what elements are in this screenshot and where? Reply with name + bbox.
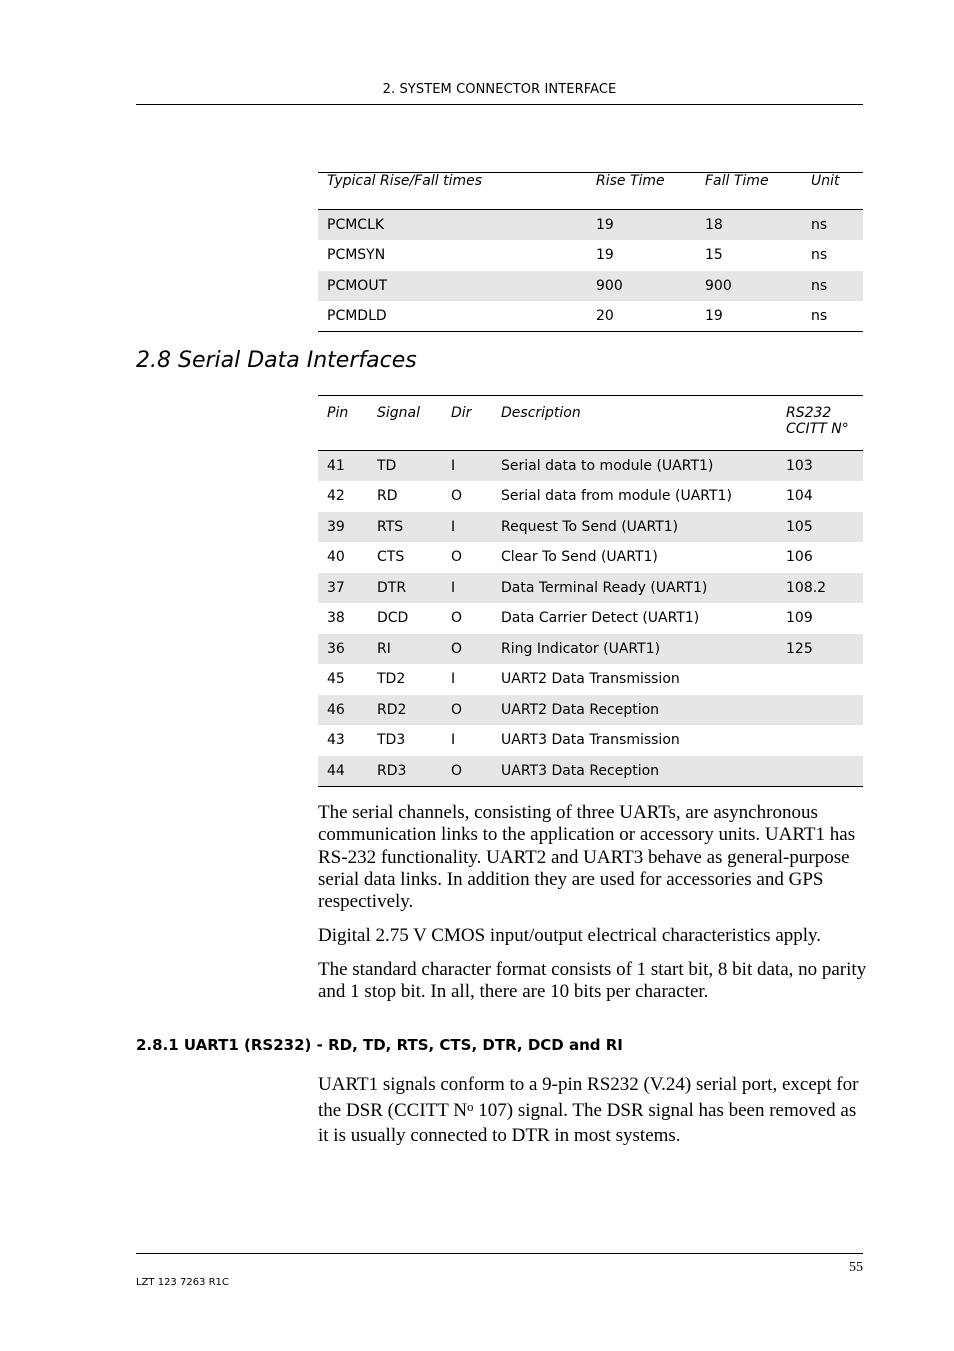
column-header-unit: Unit bbox=[811, 173, 840, 189]
table-cell: Clear To Send (UART1) bbox=[501, 549, 658, 566]
table-cell: 19 bbox=[705, 308, 723, 324]
column-header-rise-time: Rise Time bbox=[596, 173, 665, 189]
table-cell: 42 bbox=[327, 488, 345, 505]
table-cell: O bbox=[451, 549, 463, 566]
table-cell: ns bbox=[811, 247, 828, 264]
table-row bbox=[318, 210, 863, 241]
table-row bbox=[318, 481, 863, 512]
subsection-title: 2.8.1 UART1 (RS232) - RD, TD, RTS, CTS, DTR, DCD and RI bbox=[136, 1036, 623, 1054]
table-cell: ns bbox=[802, 271, 863, 302]
table-cell: DTR bbox=[368, 573, 442, 604]
table-cell: 125 bbox=[777, 634, 863, 665]
table-cell: 900 bbox=[587, 271, 696, 302]
table-cell: RD bbox=[377, 488, 398, 505]
table-cell bbox=[777, 756, 863, 787]
table-cell: I bbox=[442, 451, 492, 482]
paragraph-text: 107) signal. The DSR signal has been removed as it is usually connected to DTR in most systems. bbox=[318, 1099, 857, 1146]
table-cell: 19 bbox=[587, 210, 696, 241]
table-cell: Serial data from module (UART1) bbox=[501, 488, 732, 505]
table-cell: 106 bbox=[786, 549, 813, 566]
section-title: 2.8 Serial Data Interfaces bbox=[136, 348, 417, 373]
table-cell: 44 bbox=[318, 756, 368, 787]
table-cell: 104 bbox=[786, 488, 813, 505]
column-header-fall-time: Fall Time bbox=[705, 173, 769, 189]
table-cell: TD bbox=[368, 451, 442, 482]
table-cell: O bbox=[442, 756, 492, 787]
table-row bbox=[318, 451, 863, 482]
rise-fall-times-table bbox=[318, 172, 863, 332]
column-header-description: Description bbox=[501, 405, 581, 421]
body-paragraph-cmos: Digital 2.75 V CMOS input/output electrical characteristics apply. bbox=[318, 925, 822, 946]
table-row bbox=[318, 542, 863, 573]
table-cell: 109 bbox=[786, 610, 813, 627]
table-cell: UART3 Data Reception bbox=[492, 756, 777, 787]
table-cell: 45 bbox=[327, 671, 345, 688]
superscript-o: o bbox=[467, 1098, 474, 1114]
table-cell: O bbox=[451, 488, 463, 505]
table-cell: 20 bbox=[596, 308, 614, 324]
table-cell: PCMDLD bbox=[327, 308, 387, 324]
table-row bbox=[318, 756, 863, 787]
table-cell: CTS bbox=[377, 549, 405, 566]
table-cell: I bbox=[442, 512, 492, 543]
table-cell: 36 bbox=[318, 634, 368, 665]
paragraph-text: UART1 signals conform to a 9-pin RS232 (V.24) serial port, except for the DSR (CCITT N bbox=[318, 1074, 859, 1121]
table-cell: Data Terminal Ready (UART1) bbox=[492, 573, 777, 604]
table-cell: 37 bbox=[318, 573, 368, 604]
table-cell: 39 bbox=[318, 512, 368, 543]
table-cell: 15 bbox=[705, 247, 723, 264]
table-cell: 108.2 bbox=[777, 573, 863, 604]
table-cell: UART2 Data Transmission bbox=[501, 671, 680, 688]
body-paragraph-char-format: The standard character format consists of 1 start bit, 8 bit data, no parity and 1 stop bit. In all, there are 10 bits per character. bbox=[318, 959, 867, 1003]
table-cell: 103 bbox=[777, 451, 863, 482]
table-cell: 46 bbox=[318, 695, 368, 726]
table-cell bbox=[777, 664, 863, 695]
table-cell: PCMOUT bbox=[318, 271, 587, 302]
table-cell: RI bbox=[368, 634, 442, 665]
table-cell: 40 bbox=[327, 549, 345, 566]
table-cell: ns bbox=[802, 210, 863, 241]
table-cell: Request To Send (UART1) bbox=[492, 512, 777, 543]
column-header-rs232-ccitt bbox=[777, 396, 863, 451]
table-cell bbox=[777, 695, 863, 726]
table-cell: PCMCLK bbox=[318, 210, 587, 241]
table-row bbox=[318, 512, 863, 543]
table-cell: DCD bbox=[377, 610, 409, 627]
table-row bbox=[318, 725, 863, 756]
body-paragraph-uarts: The serial channels, consisting of three UARTs, are asynchronous communication links to the application or accessory units. UART1 has RS-232 functionality. UART2 and UART3 behave as general-purpose serial data links. In addition they are used for accessories and GPS respectively. bbox=[318, 802, 856, 913]
header-rs232: RS232 bbox=[786, 405, 832, 421]
table-cell: UART3 Data Transmission bbox=[501, 732, 680, 749]
column-header-signal: Typical Rise/Fall times bbox=[327, 173, 483, 189]
column-header-signal: Signal bbox=[377, 405, 421, 421]
column-header-pin: Pin bbox=[327, 405, 349, 421]
table-row bbox=[318, 301, 863, 332]
footer-rule bbox=[136, 1253, 863, 1254]
table-cell: UART2 Data Reception bbox=[492, 695, 777, 726]
table-cell: O bbox=[442, 634, 492, 665]
table-row bbox=[318, 664, 863, 695]
table-cell: 19 bbox=[596, 247, 614, 264]
table-row bbox=[318, 240, 863, 271]
table-cell: O bbox=[451, 610, 463, 627]
table-row bbox=[318, 271, 863, 302]
table-cell: 18 bbox=[696, 210, 802, 241]
table-row bbox=[318, 695, 863, 726]
table-cell: RTS bbox=[368, 512, 442, 543]
table-cell: I bbox=[451, 671, 456, 688]
table-header-row bbox=[318, 396, 863, 451]
body-paragraph-uart1 bbox=[318, 1072, 868, 1149]
table-cell: Data Carrier Detect (UART1) bbox=[501, 610, 700, 627]
table-cell: PCMSYN bbox=[327, 247, 386, 264]
table-row bbox=[318, 634, 863, 665]
table-cell: I bbox=[442, 573, 492, 604]
table-cell: TD3 bbox=[377, 732, 406, 749]
table-header-row bbox=[318, 173, 863, 210]
table-cell: 105 bbox=[777, 512, 863, 543]
document-id: LZT 123 7263 R1C bbox=[136, 1277, 229, 1288]
running-header: 2. SYSTEM CONNECTOR INTERFACE bbox=[382, 82, 617, 97]
table-cell: 41 bbox=[318, 451, 368, 482]
table-cell: I bbox=[451, 732, 456, 749]
header-ccitt-no: CCITT N° bbox=[786, 421, 849, 437]
table-row bbox=[318, 603, 863, 634]
table-cell: 900 bbox=[696, 271, 802, 302]
table-cell: ns bbox=[811, 308, 828, 324]
table-cell: RD2 bbox=[368, 695, 442, 726]
table-cell: Ring Indicator (UART1) bbox=[492, 634, 777, 665]
table-cell: O bbox=[442, 695, 492, 726]
header-rule bbox=[136, 104, 863, 105]
page-number: 55 bbox=[849, 1260, 863, 1275]
table-cell: TD2 bbox=[377, 671, 406, 688]
table-cell: 38 bbox=[327, 610, 345, 627]
table-row bbox=[318, 573, 863, 604]
table-cell bbox=[777, 725, 863, 756]
column-header-dir: Dir bbox=[451, 405, 472, 421]
serial-signals-table bbox=[318, 395, 863, 787]
table-cell: Serial data to module (UART1) bbox=[492, 451, 777, 482]
table-cell: 43 bbox=[327, 732, 345, 749]
table-cell: RD3 bbox=[368, 756, 442, 787]
